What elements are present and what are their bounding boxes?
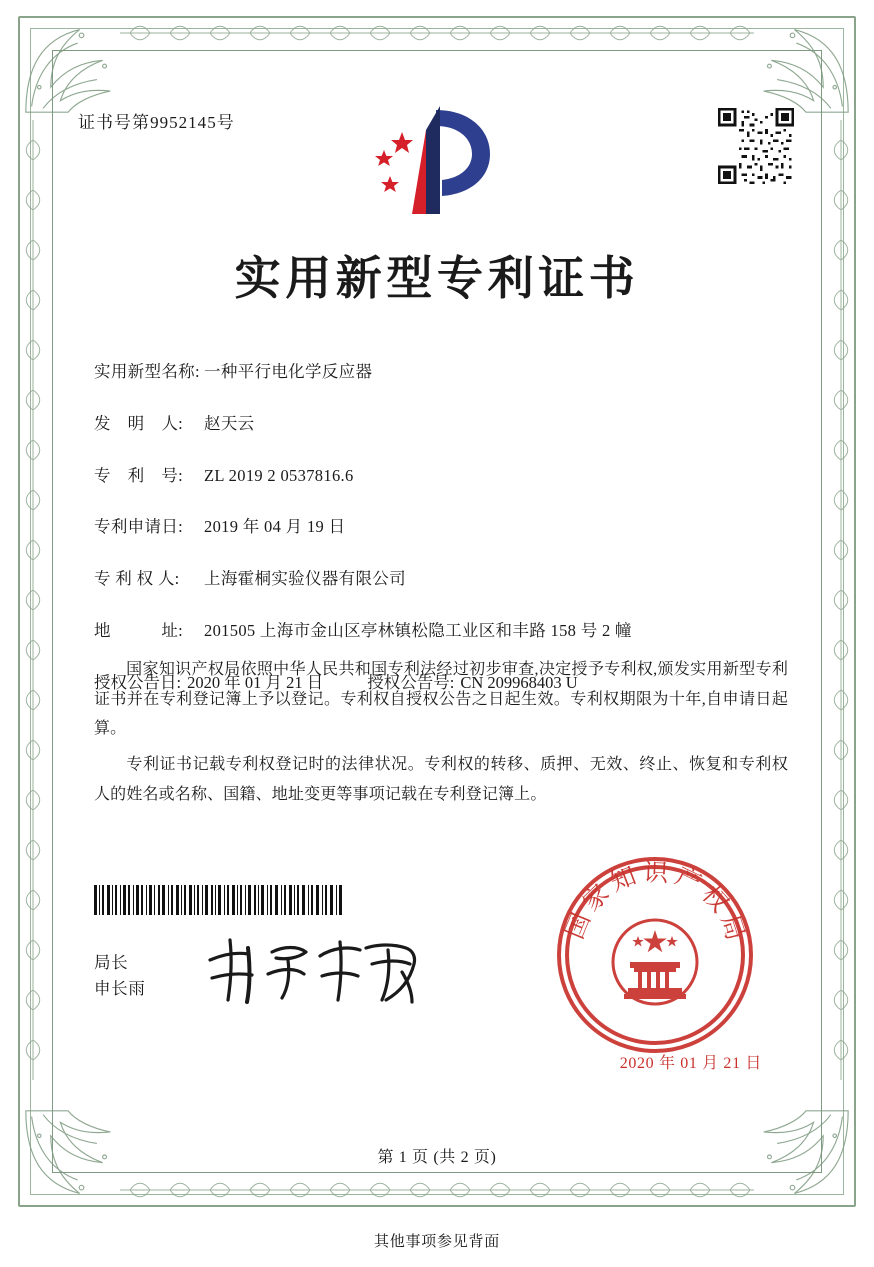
field-value: 上海霍桐实验仪器有限公司 xyxy=(204,569,406,588)
qr-code-icon xyxy=(718,108,794,184)
announcement-number-value: CN 209968403 U xyxy=(460,672,578,692)
field-row-inventor xyxy=(94,412,792,437)
field-label: 发 明 人: xyxy=(94,413,184,433)
svg-text:国家知识产权局: 国家知识产权局 xyxy=(559,857,752,949)
cnipa-emblem-icon xyxy=(362,102,512,217)
page-number: 第 1 页 (共 2 页) xyxy=(377,1149,497,1166)
edge-ornament-icon xyxy=(830,120,852,1103)
field-row-address xyxy=(94,619,792,644)
official-red-seal-icon xyxy=(550,850,760,1060)
field-label: 专 利 号: xyxy=(94,465,184,485)
field-row-application-date xyxy=(94,515,792,540)
barcode-icon xyxy=(94,885,344,915)
field-label: 实用新型名称: xyxy=(94,362,200,381)
page-title: 实用新型专利证书 xyxy=(234,251,640,305)
signature-role: 局长 xyxy=(94,953,129,972)
field-label: 地 址: xyxy=(94,620,184,640)
field-row-patentee xyxy=(94,567,792,592)
signature-name: 申长雨 xyxy=(94,978,146,998)
field-value: ZL 2019 2 0537816.6 xyxy=(204,465,354,485)
field-value: 一种平行电化学反应器 xyxy=(204,362,373,381)
footer-note: 其他事项参见背面 xyxy=(373,1234,500,1250)
edge-ornament-icon xyxy=(120,1179,754,1201)
legal-paragraph-1 xyxy=(94,655,788,744)
edge-ornament-icon xyxy=(22,120,44,1103)
edge-ornament-icon xyxy=(120,22,754,44)
field-row-patent-number xyxy=(94,464,792,489)
signature-block xyxy=(94,950,145,1001)
legal-paragraph-2-text: 专利证书记载专利权登记时的法律状况。专利权的转移、质押、无效、终止、恢复和专利权人的姓名或名称、国籍、地址变更等事项记载在专利登记簿上。 xyxy=(94,756,788,803)
certificate-number: 证书号第9952145号 xyxy=(78,113,235,132)
announcement-number-label: 授权公告号: xyxy=(367,672,455,692)
announcement-date-label: 授权公告日: xyxy=(94,672,182,692)
field-value: 201505 上海市金山区亭林镇松隐工业区和丰路 158 号 2 幢 xyxy=(204,620,632,640)
certificate-content xyxy=(52,50,822,1173)
field-value: 2019 年 04 月 19 日 xyxy=(204,517,346,537)
seal-date: 2020 年 01 月 21 日 xyxy=(619,1055,762,1072)
field-value: 赵天云 xyxy=(204,413,255,433)
field-label: 专利申请日: xyxy=(94,517,184,537)
field-row-name xyxy=(94,360,792,385)
announcement-date-value: 2020 年 01 月 21 日 xyxy=(187,672,324,692)
handwritten-signature-icon xyxy=(202,930,432,1010)
legal-paragraph-2 xyxy=(94,750,788,809)
field-label: 专 利 权 人: xyxy=(94,569,180,588)
legal-paragraph-1-text: 国家知识产权局依照中华人民共和国专利法经过初步审查,决定授予专利权,颁发实用新型专利证书并在专利登记簿上予以登记。专利权自授权公告之日起生效。专利权期限为十年,自申请日起算。 xyxy=(94,661,788,738)
